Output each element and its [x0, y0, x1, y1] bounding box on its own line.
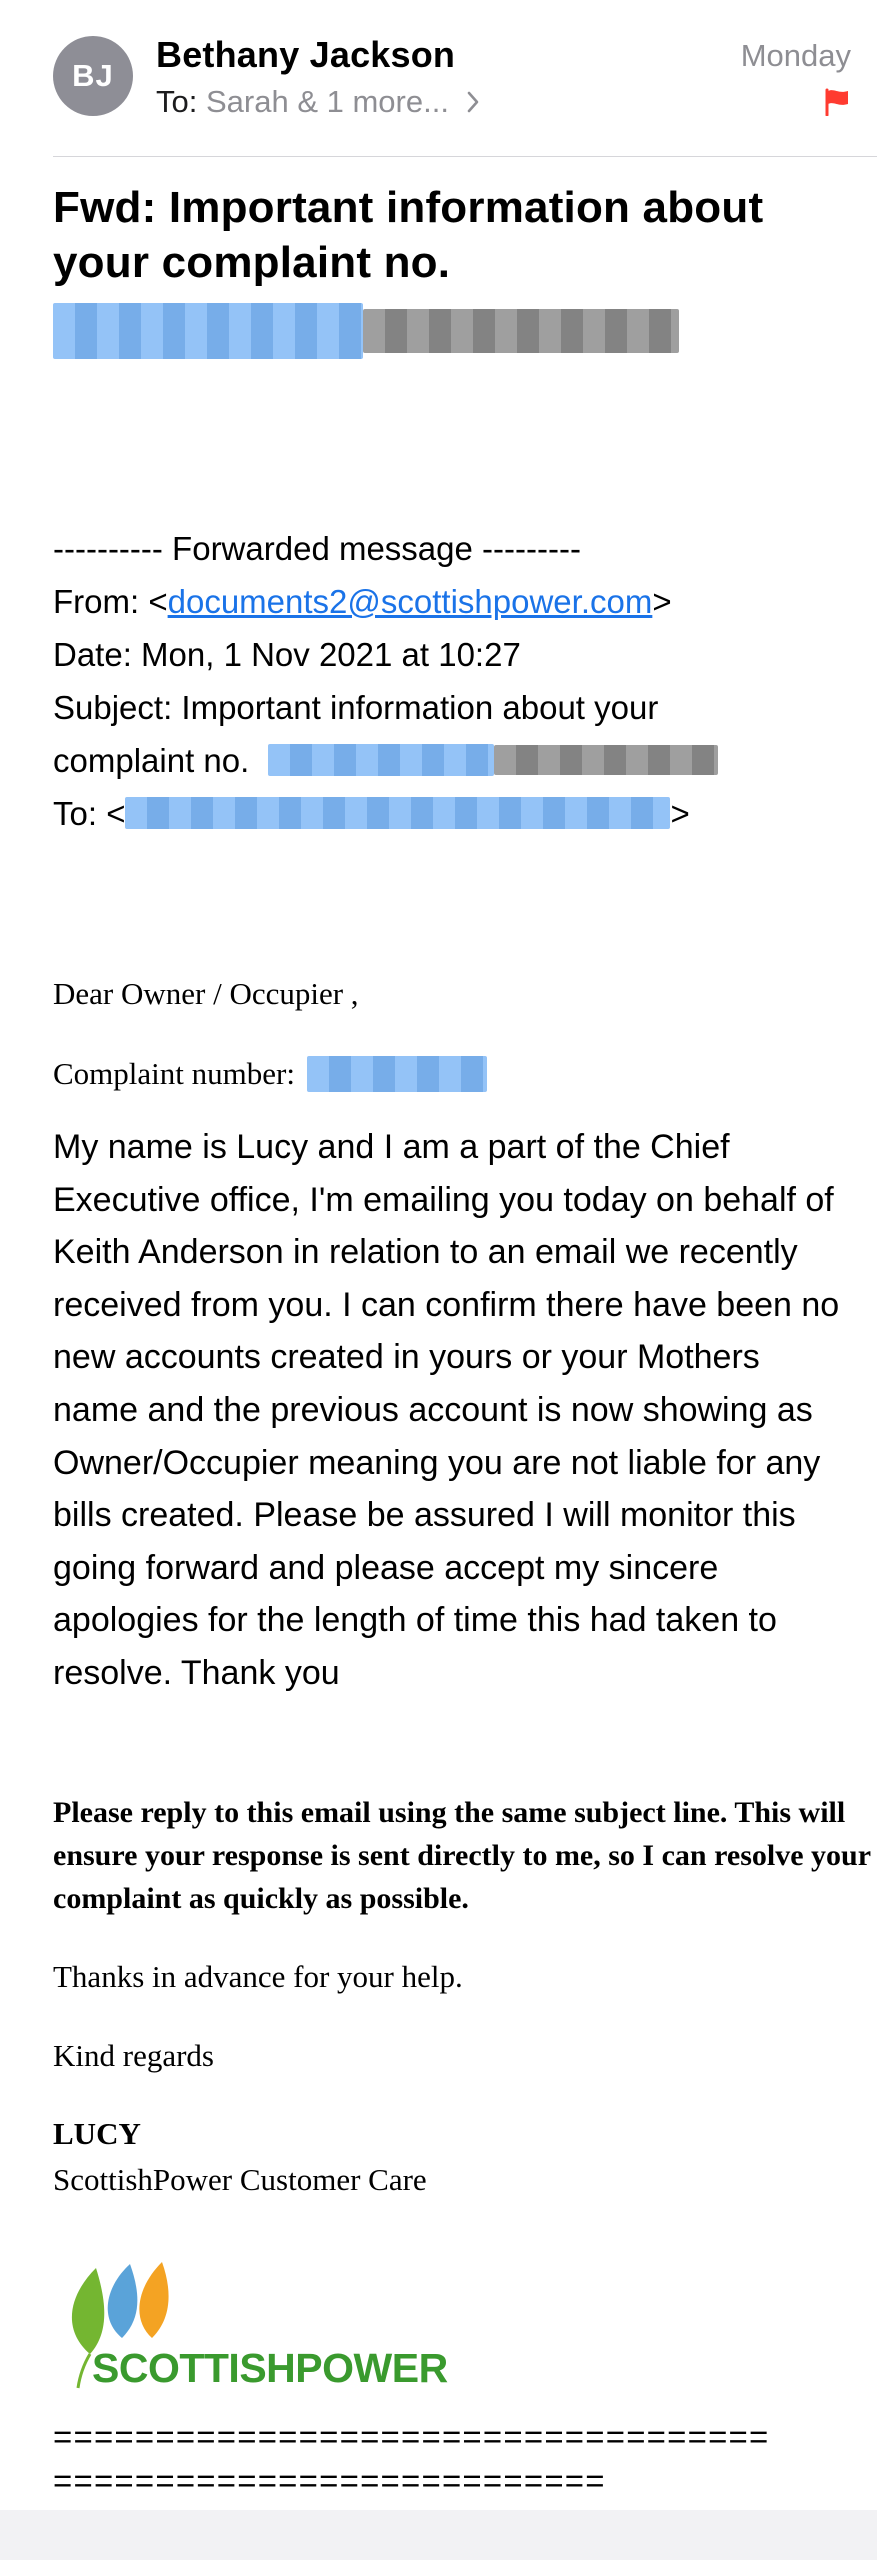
- sender-avatar[interactable]: [53, 36, 133, 116]
- forwarded-headers: [53, 522, 853, 840]
- email-date: Monday: [740, 38, 851, 73]
- logo-wordmark: SCOTTISHPOWER: [92, 2345, 448, 2391]
- redaction-blur: [268, 744, 494, 776]
- forwarded-date: Date: Mon, 1 Nov 2021 at 10:27: [53, 636, 521, 673]
- signature-name: LUCY: [53, 2116, 141, 2151]
- recipients-summary: Sarah & 1 more...: [205, 84, 449, 119]
- redacted-complaint-number: [53, 303, 679, 359]
- forwarded-from: From: <documents2@scottishpower.com>: [53, 583, 672, 620]
- separator-rule: ===================================: [53, 2418, 770, 2455]
- complaint-number-line: Complaint number:: [53, 1056, 487, 1092]
- reply-instruction: Please reply to this email using the same subject line. This will ensure your response is sent directly to me, so I can resolve your complaint as quickly as possible.: [53, 1796, 871, 1915]
- header-divider: [53, 156, 877, 157]
- thanks-line: Thanks in advance for your help.: [53, 1959, 463, 1994]
- bottom-toolbar-area: [0, 2510, 877, 2560]
- separator-rule: ===========================: [53, 2462, 606, 2499]
- signature-organization: ScottishPower Customer Care: [53, 2162, 427, 2197]
- forwarded-separator: ---------- Forwarded message ---------: [53, 530, 581, 567]
- recipients-line[interactable]: [156, 84, 480, 120]
- forwarded-subject-line2: complaint no.: [53, 734, 853, 787]
- from-email-link[interactable]: documents2@scottishpower.com: [167, 583, 653, 620]
- chevron-right-icon: [466, 90, 480, 114]
- avatar-initials: BJ: [72, 58, 114, 93]
- sender-name[interactable]: Bethany Jackson: [156, 34, 456, 75]
- to-label: To:: [156, 84, 198, 119]
- redaction-blur: [307, 1056, 487, 1092]
- closing-line: Kind regards: [53, 2038, 214, 2073]
- forwarded-subject-line1: Subject: Important information about your: [53, 689, 659, 726]
- redaction-blur: [494, 745, 718, 775]
- forwarded-to: To: < >: [53, 795, 690, 832]
- email-subject: Fwd: Important information about your complaint no.: [53, 183, 764, 287]
- flag-icon[interactable]: [824, 88, 850, 116]
- letter-body: My name is Lucy and I am a part of the Chief Executive office, I'm emailing you today on behalf of Keith Anderson in relation to an email we recently received from you. I can confirm there have been no new accounts created in yours or your Mothers name and the previous account is now showing as Owner/Occupier meaning you are not liable for any bills created. Please be assured I will monitor this going forward and please accept my sincere apologies for the length of time this had taken to resolve. Thank you: [53, 1128, 840, 1692]
- redaction-blur: [125, 797, 670, 829]
- letter-greeting: Dear Owner / Occupier ,: [53, 976, 359, 1011]
- redaction-blur: [363, 309, 679, 353]
- redaction-blur: [53, 303, 363, 359]
